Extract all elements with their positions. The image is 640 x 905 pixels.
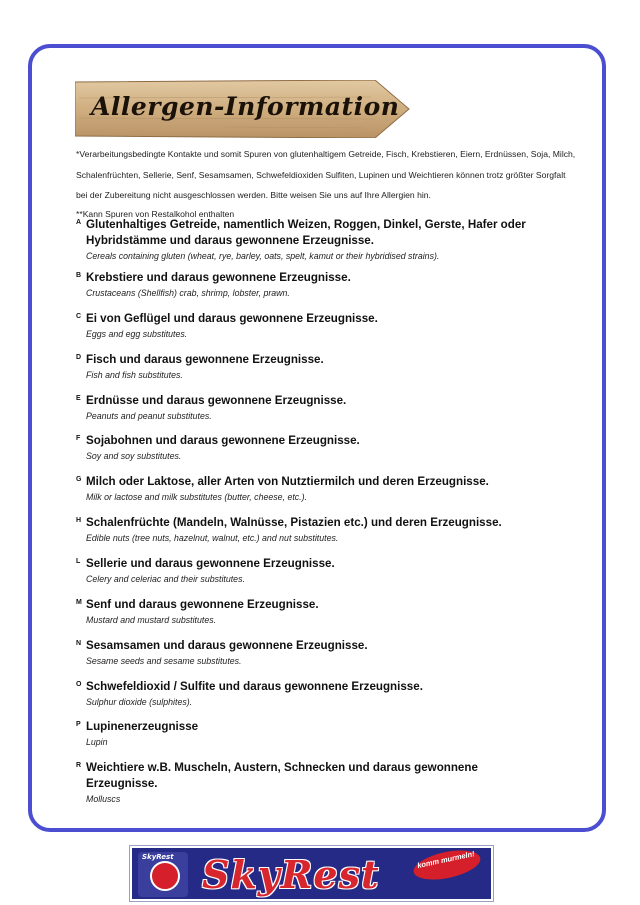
allergen-english: Peanuts and peanut substitutes. [86,411,212,421]
allergen-letter: E [76,395,81,402]
allergen-letter: H [76,517,82,524]
allergen-english: Mustard and mustard substitutes. [86,615,217,625]
intro-disclaimer: *Verarbeitungsbedingte Kontakte und somit Spuren von glutenhaltigem Getreide, Fisch, Krebstieren, Eiern, Erdnüssen, Soja, Milch, Schalenfrüchten, Sellerie, Senf, Sesamsamen, Schwefeldioxiden Sulfiten, Lupinen und Weichtieren können trotz größter Sorgfalt bei der Zubereitung nicht ausgeschlossen werden. Bitte weisen Sie uns auf Ihre Allergien hin. [76,149,576,200]
allergen-letter: B [76,272,82,279]
allergen-title: Senf und daraus gewonnene Erzeugnisse. [86,598,319,611]
logo-background [132,848,491,899]
allergen-item-o [76,679,576,709]
allergen-letter: N [76,640,82,647]
allergen-letter: C [76,313,82,320]
allergen-item-l [76,556,576,586]
allergen-letter: R [76,762,82,769]
allergen-item-f [76,433,576,463]
allergen-english: Eggs and egg substitutes. [86,329,188,339]
allergen-item-g [76,474,576,504]
allergen-title: Glutenhaltiges Getreide, namentlich Weizen, Roggen, Dinkel, Gerste, Hafer oder Hybridstämme und daraus gewonnene Erzeugnisse. [86,218,526,247]
allergen-english: Sesame seeds and sesame substitutes. [86,656,242,666]
allergen-item-n [76,638,576,668]
intro-text [76,144,576,222]
allergen-english: Crustaceans (Shellfish) crab, shrimp, lobster, prawn. [86,288,290,298]
allergen-item-c [76,311,576,341]
allergen-title: Milch oder Laktose, aller Arten von Nutztiermilch und deren Erzeugnisse. [86,475,489,488]
allergen-item-p [76,719,576,749]
allergen-title: Schwefeldioxid / Sulfite und daraus gewonnene Erzeugnisse. [86,680,423,693]
logo-emblem-icon [150,861,180,891]
allergen-english: Molluscs [86,794,121,804]
allergen-letter: A [76,219,82,226]
intro-alcohol-note: **Kann Spuren von Restalkohol enthalten [76,208,235,219]
allergen-letter: O [76,681,82,688]
allergen-title: Erdnüsse und daraus gewonnene Erzeugnisse. [86,394,347,407]
allergen-title: Lupinenerzeugnisse [86,720,199,733]
logo-badge-text: SkyRest [142,853,174,861]
allergen-english: Edible nuts (tree nuts, hazelnut, walnut, etc.) and nut substitutes. [86,533,339,543]
allergen-english: Sulphur dioxide (sulphites). [86,697,193,707]
header-banner [75,80,411,138]
allergen-title: Krebstiere und daraus gewonnene Erzeugnisse. [86,271,351,284]
allergen-letter: M [76,599,82,606]
logo-wordmark: SkyRest [202,852,380,897]
allergen-english: Fish and fish substitutes. [86,370,183,380]
brand-logo [129,845,494,902]
allergen-item-e [76,393,576,423]
logo-tagline: komm murmeln! [411,845,483,885]
allergen-english: Celery and celeriac and their substitutes. [86,574,245,584]
allergen-title: Ei von Geflügel und daraus gewonnene Erzeugnisse. [86,312,378,325]
allergen-title: Sellerie und daraus gewonnene Erzeugnisse. [86,557,335,570]
allergen-title: Sesamsamen und daraus gewonnene Erzeugnisse. [86,639,368,652]
allergen-letter: L [76,558,81,565]
allergen-item-h [76,515,576,545]
allergen-title: Weichtiere w.B. Muscheln, Austern, Schnecken und daraus gewonnene Erzeugnisse. [86,761,478,790]
page-title: Allergen-Information [91,92,400,121]
allergen-letter: D [76,354,82,361]
allergen-item-m [76,597,576,627]
allergen-item-d [76,352,576,382]
allergen-letter: P [76,721,81,728]
allergen-english: Soy and soy substitutes. [86,451,182,461]
allergen-item-a [76,217,576,263]
allergen-letter: G [76,476,82,483]
allergen-item-r [76,760,576,806]
logo-badge [138,852,188,897]
allergen-title: Schalenfrüchte (Mandeln, Walnüsse, Pistazien etc.) und deren Erzeugnisse. [86,516,502,529]
allergen-item-b [76,270,576,300]
allergen-english: Milk or lactose and milk substitutes (butter, cheese, etc.). [86,492,307,502]
allergen-letter: F [76,435,81,442]
allergen-title: Fisch und daraus gewonnene Erzeugnisse. [86,353,324,366]
allergen-english: Lupin [86,737,108,747]
allergen-english: Cereals containing gluten (wheat, rye, barley, oats, spelt, kamut or their hybridised strains). [86,251,440,261]
allergen-title: Sojabohnen und daraus gewonnene Erzeugnisse. [86,434,360,447]
